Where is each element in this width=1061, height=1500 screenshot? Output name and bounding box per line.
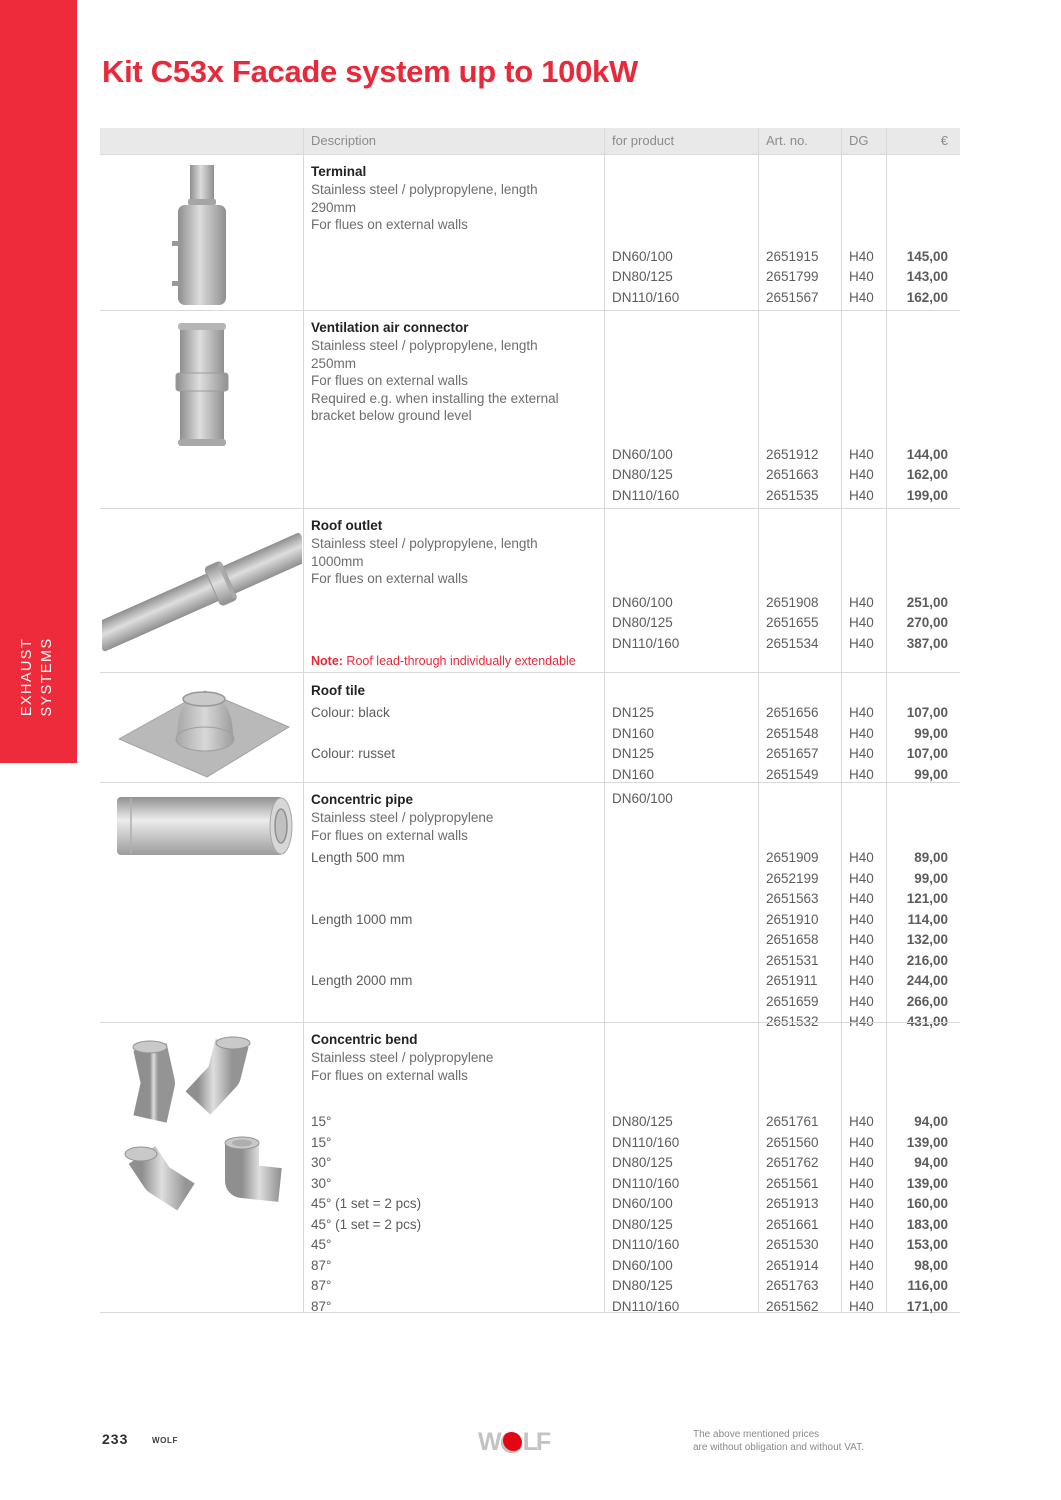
category-label bbox=[17, 587, 61, 767]
table-row: DN80/125 2651663 H40 162,00 bbox=[612, 467, 948, 482]
table-row: DN110/160 2651534 H40 387,00 bbox=[612, 635, 948, 651]
price-disclaimer: The above mentioned prices are without obligation and without VAT. bbox=[693, 1429, 864, 1453]
product-title: Terminal bbox=[311, 164, 367, 179]
column-divider bbox=[886, 128, 887, 1312]
table-row: 45° (1 set = 2 pcs) DN60/100 2651913 H40 160,00 bbox=[311, 1196, 948, 1211]
product-title: Roof outlet bbox=[311, 518, 383, 533]
table-row: 2651532 H40 431,00 bbox=[766, 1014, 948, 1029]
product-description: Stainless steel / polypropylene, length 1000mm For flues on external walls bbox=[311, 536, 538, 586]
column-divider bbox=[841, 128, 842, 1312]
product-title: Ventilation air connector bbox=[311, 320, 469, 335]
table-row: DN160 2651548 H40 99,00 bbox=[612, 725, 948, 741]
variant-rows bbox=[303, 1112, 960, 1317]
table-row: 87° DN110/160 2651562 H40 171,00 bbox=[311, 1298, 948, 1314]
column-header-image bbox=[100, 128, 303, 154]
product-description: Stainless steel / polypropylene, length 250mm For flues on external walls Required e.g. when installing the external bracket below ground level bbox=[311, 338, 559, 423]
column-divider bbox=[604, 128, 605, 1312]
product-description: Stainless steel / polypropylene For flues on external walls bbox=[311, 1050, 494, 1083]
column-header-currency: € bbox=[940, 133, 948, 148]
product-description: Stainless steel / polypropylene For flues on external walls bbox=[311, 810, 494, 843]
table-row: DN80/125 2651655 H40 270,00 bbox=[612, 615, 948, 630]
concentric-pipe-product-image bbox=[100, 783, 303, 1022]
section-roof-tile bbox=[100, 672, 960, 782]
category-sidebar bbox=[0, 0, 77, 763]
column-header-for-product: for product bbox=[612, 133, 675, 148]
column-divider bbox=[303, 128, 304, 1312]
table-row: DN110/160 2651535 H40 199,00 bbox=[612, 487, 948, 503]
table-row: DN160 2651549 H40 99,00 bbox=[612, 766, 948, 782]
wolf-logo-w: W bbox=[478, 1428, 500, 1456]
concentric-bend-product-image bbox=[100, 1023, 303, 1312]
table-row: Colour: russet DN125 2651657 H40 107,00 bbox=[311, 746, 948, 761]
table-row: Colour: black DN125 2651656 H40 107,00 bbox=[311, 705, 948, 720]
table-row: 2651531 H40 216,00 bbox=[766, 952, 948, 968]
product-note: Note: Roof lead-through individually extendable bbox=[311, 654, 576, 668]
table-row: 87° DN80/125 2651763 H40 116,00 bbox=[311, 1278, 948, 1293]
category-label-line1: EXHAUST bbox=[19, 637, 35, 717]
variant-rows bbox=[303, 848, 960, 1033]
table-row: 30° DN80/125 2651762 H40 94,00 bbox=[311, 1155, 948, 1170]
table-row: 2651659 H40 266,00 bbox=[766, 993, 948, 1009]
table-row: 15° DN80/125 2651761 H40 94,00 bbox=[311, 1114, 948, 1129]
roof-outlet-product-image bbox=[100, 509, 303, 672]
table-row: 45° DN110/160 2651530 H40 153,00 bbox=[311, 1237, 948, 1252]
page-title: Kit C53x Facade system up to 100kW bbox=[102, 54, 638, 89]
wolf-logo-dot-icon bbox=[501, 1432, 522, 1453]
variant-rows bbox=[303, 445, 960, 507]
column-header-art-no: Art. no. bbox=[766, 133, 808, 148]
table-header-row bbox=[100, 128, 960, 154]
variant-rows bbox=[303, 703, 960, 785]
product-description: Stainless steel / polypropylene, length 290mm For flues on external walls bbox=[311, 182, 538, 232]
column-header-dg: DG bbox=[849, 133, 869, 148]
table-row: 2651563 H40 121,00 bbox=[766, 891, 948, 906]
section-concentric-bend bbox=[100, 1022, 960, 1312]
product-title: Concentric bend bbox=[311, 1032, 418, 1047]
section-terminal bbox=[100, 154, 960, 310]
product-title: Roof tile bbox=[311, 683, 365, 698]
column-header-description: Description bbox=[311, 133, 377, 148]
brand-name-small: WOLF bbox=[152, 1436, 178, 1445]
table-row: Length 2000 mm 2651911 H40 244,00 bbox=[311, 973, 948, 988]
table-row: 15° DN110/160 2651560 H40 139,00 bbox=[311, 1134, 948, 1150]
table-row: 2651658 H40 132,00 bbox=[766, 932, 948, 947]
table-row: DN80/125 2651799 H40 143,00 bbox=[612, 269, 948, 284]
table-row: 45° (1 set = 2 pcs) DN80/125 2651661 H40 183,00 bbox=[311, 1216, 948, 1232]
product-title: Concentric pipe bbox=[311, 792, 414, 807]
wolf-logo-lf: LF bbox=[522, 1428, 550, 1456]
column-divider bbox=[758, 128, 759, 1312]
wolf-logo bbox=[478, 1428, 549, 1457]
variant-rows bbox=[303, 593, 960, 655]
table-row: 2652199 H40 99,00 bbox=[766, 870, 948, 886]
table-row: 87° DN60/100 2651914 H40 98,00 bbox=[311, 1257, 948, 1273]
section-concentric-pipe bbox=[100, 782, 960, 1029]
variant-rows bbox=[303, 247, 960, 309]
section-ventilation-air-connector bbox=[100, 310, 960, 508]
table-row: DN60/100 2651912 H40 144,00 bbox=[612, 446, 948, 462]
page-number: 233 bbox=[102, 1431, 129, 1447]
table-row: Length 1000 mm 2651910 H40 114,00 bbox=[311, 911, 948, 927]
roof-tile-product-image bbox=[100, 673, 303, 782]
category-label-line2: SYSTEMS bbox=[39, 637, 55, 717]
table-row: DN60/100 2651915 H40 145,00 bbox=[612, 248, 948, 264]
for-product-value: DN60/100 bbox=[612, 791, 673, 806]
product-table bbox=[100, 128, 960, 1313]
table-row: DN60/100 2651908 H40 251,00 bbox=[612, 594, 948, 610]
terminal-product-image bbox=[100, 155, 303, 310]
section-roof-outlet bbox=[100, 508, 960, 672]
table-row: 30° DN110/160 2651561 H40 139,00 bbox=[311, 1175, 948, 1191]
ventilation-air-connector-product-image bbox=[100, 311, 303, 508]
table-row: Length 500 mm 2651909 H40 89,00 bbox=[311, 850, 948, 865]
table-row: DN110/160 2651567 H40 162,00 bbox=[612, 289, 948, 305]
